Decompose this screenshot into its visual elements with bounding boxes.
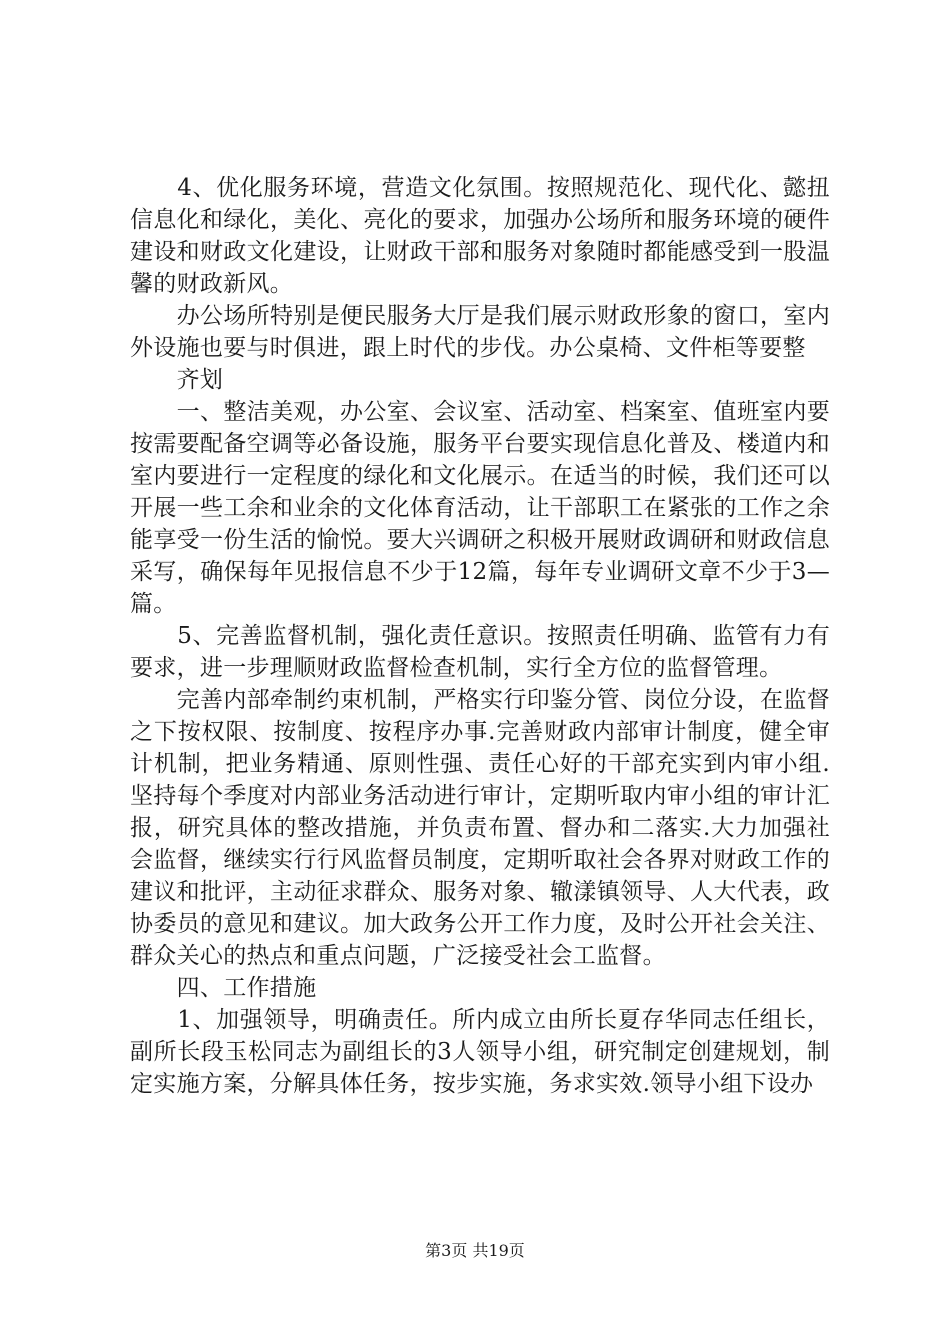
paragraph-tidy-beautiful: 一、整洁美观，办公室、会议室、活动室、档案室、值班室内要按需要配备空调等必备设施，服务平台要实现信息化普及、楼道内和室内要进行一定程度的绿化和文化展示。在适当的时候，我们还可以开展一些工余和业余的文化体育活动，让干部职工在紧张的工作之余能享受一份生活的愉悦。要大兴调研之积极开展财政调研和财政信息采写，确保每年见报信息不少于12篇，每年专业调研文章不少于3—篇。 [130, 399, 830, 617]
paragraph-qihua: 齐划 [130, 367, 224, 393]
paragraph-strengthen-leadership: 1、加强领导，明确责任。所内成立由所长夏存华同志任组长，副所长段玉松同志为副组长的3人领导小组，研究制定创建规划，制定实施方案，分解具体任务，按步实施，务求实效.领导小组下设办 [130, 1007, 830, 1097]
paragraph-internal-control: 完善内部牵制约束机制，严格实行印鉴分管、岗位分设，在监督之下按权限、按制度、按程序办事.完善财政内部审计制度，健全审计机制，把业务精通、原则性强、责任心好的干部充实到内审小组.坚持每个季度对内部业务活动进行审计，定期听取内审小组的审计汇报，研究具体的整改措施，并负责布置、督办和二落实.大力加强社会监督，继续实行行风监督员制度，定期听取社会各界对财政工作的建议和批评，主动征求群众、服务对象、辙漾镇领导、人大代表，政协委员的意见和建议。加大政务公开工作力度，及时公开社会关注、群众关心的热点和重点问题，广泛接受社会工监督。 [130, 687, 830, 969]
paragraph-supervision-mechanism: 5、完善监督机制，强化责任意识。按照责任明确、监管有力有要求，进一步理顺财政监督检查机制，实行全方位的监督管理。 [130, 623, 830, 681]
section-heading-work-measures: 四、工作措施 [130, 975, 317, 1001]
document-body [130, 172, 830, 1100]
paragraph-office-window: 办公场所特别是便民服务大厅是我们展示财政形象的窗口，室内外设施也要与时俱进，跟上时代的步伐。办公桌椅、文件柜等要整 [130, 303, 830, 361]
page-footer: 第3页 共19页 [425, 1241, 525, 1260]
paragraph-optimize-environment: 4、优化服务环境，营造文化氛围。按照规范化、现代化、懿扭信息化和绿化，美化、亮化的要求，加强办公场所和服务环境的硬件建设和财政文化建设，让财政干部和服务对象随时都能感受到一股温馨的财政新风。 [130, 175, 830, 297]
